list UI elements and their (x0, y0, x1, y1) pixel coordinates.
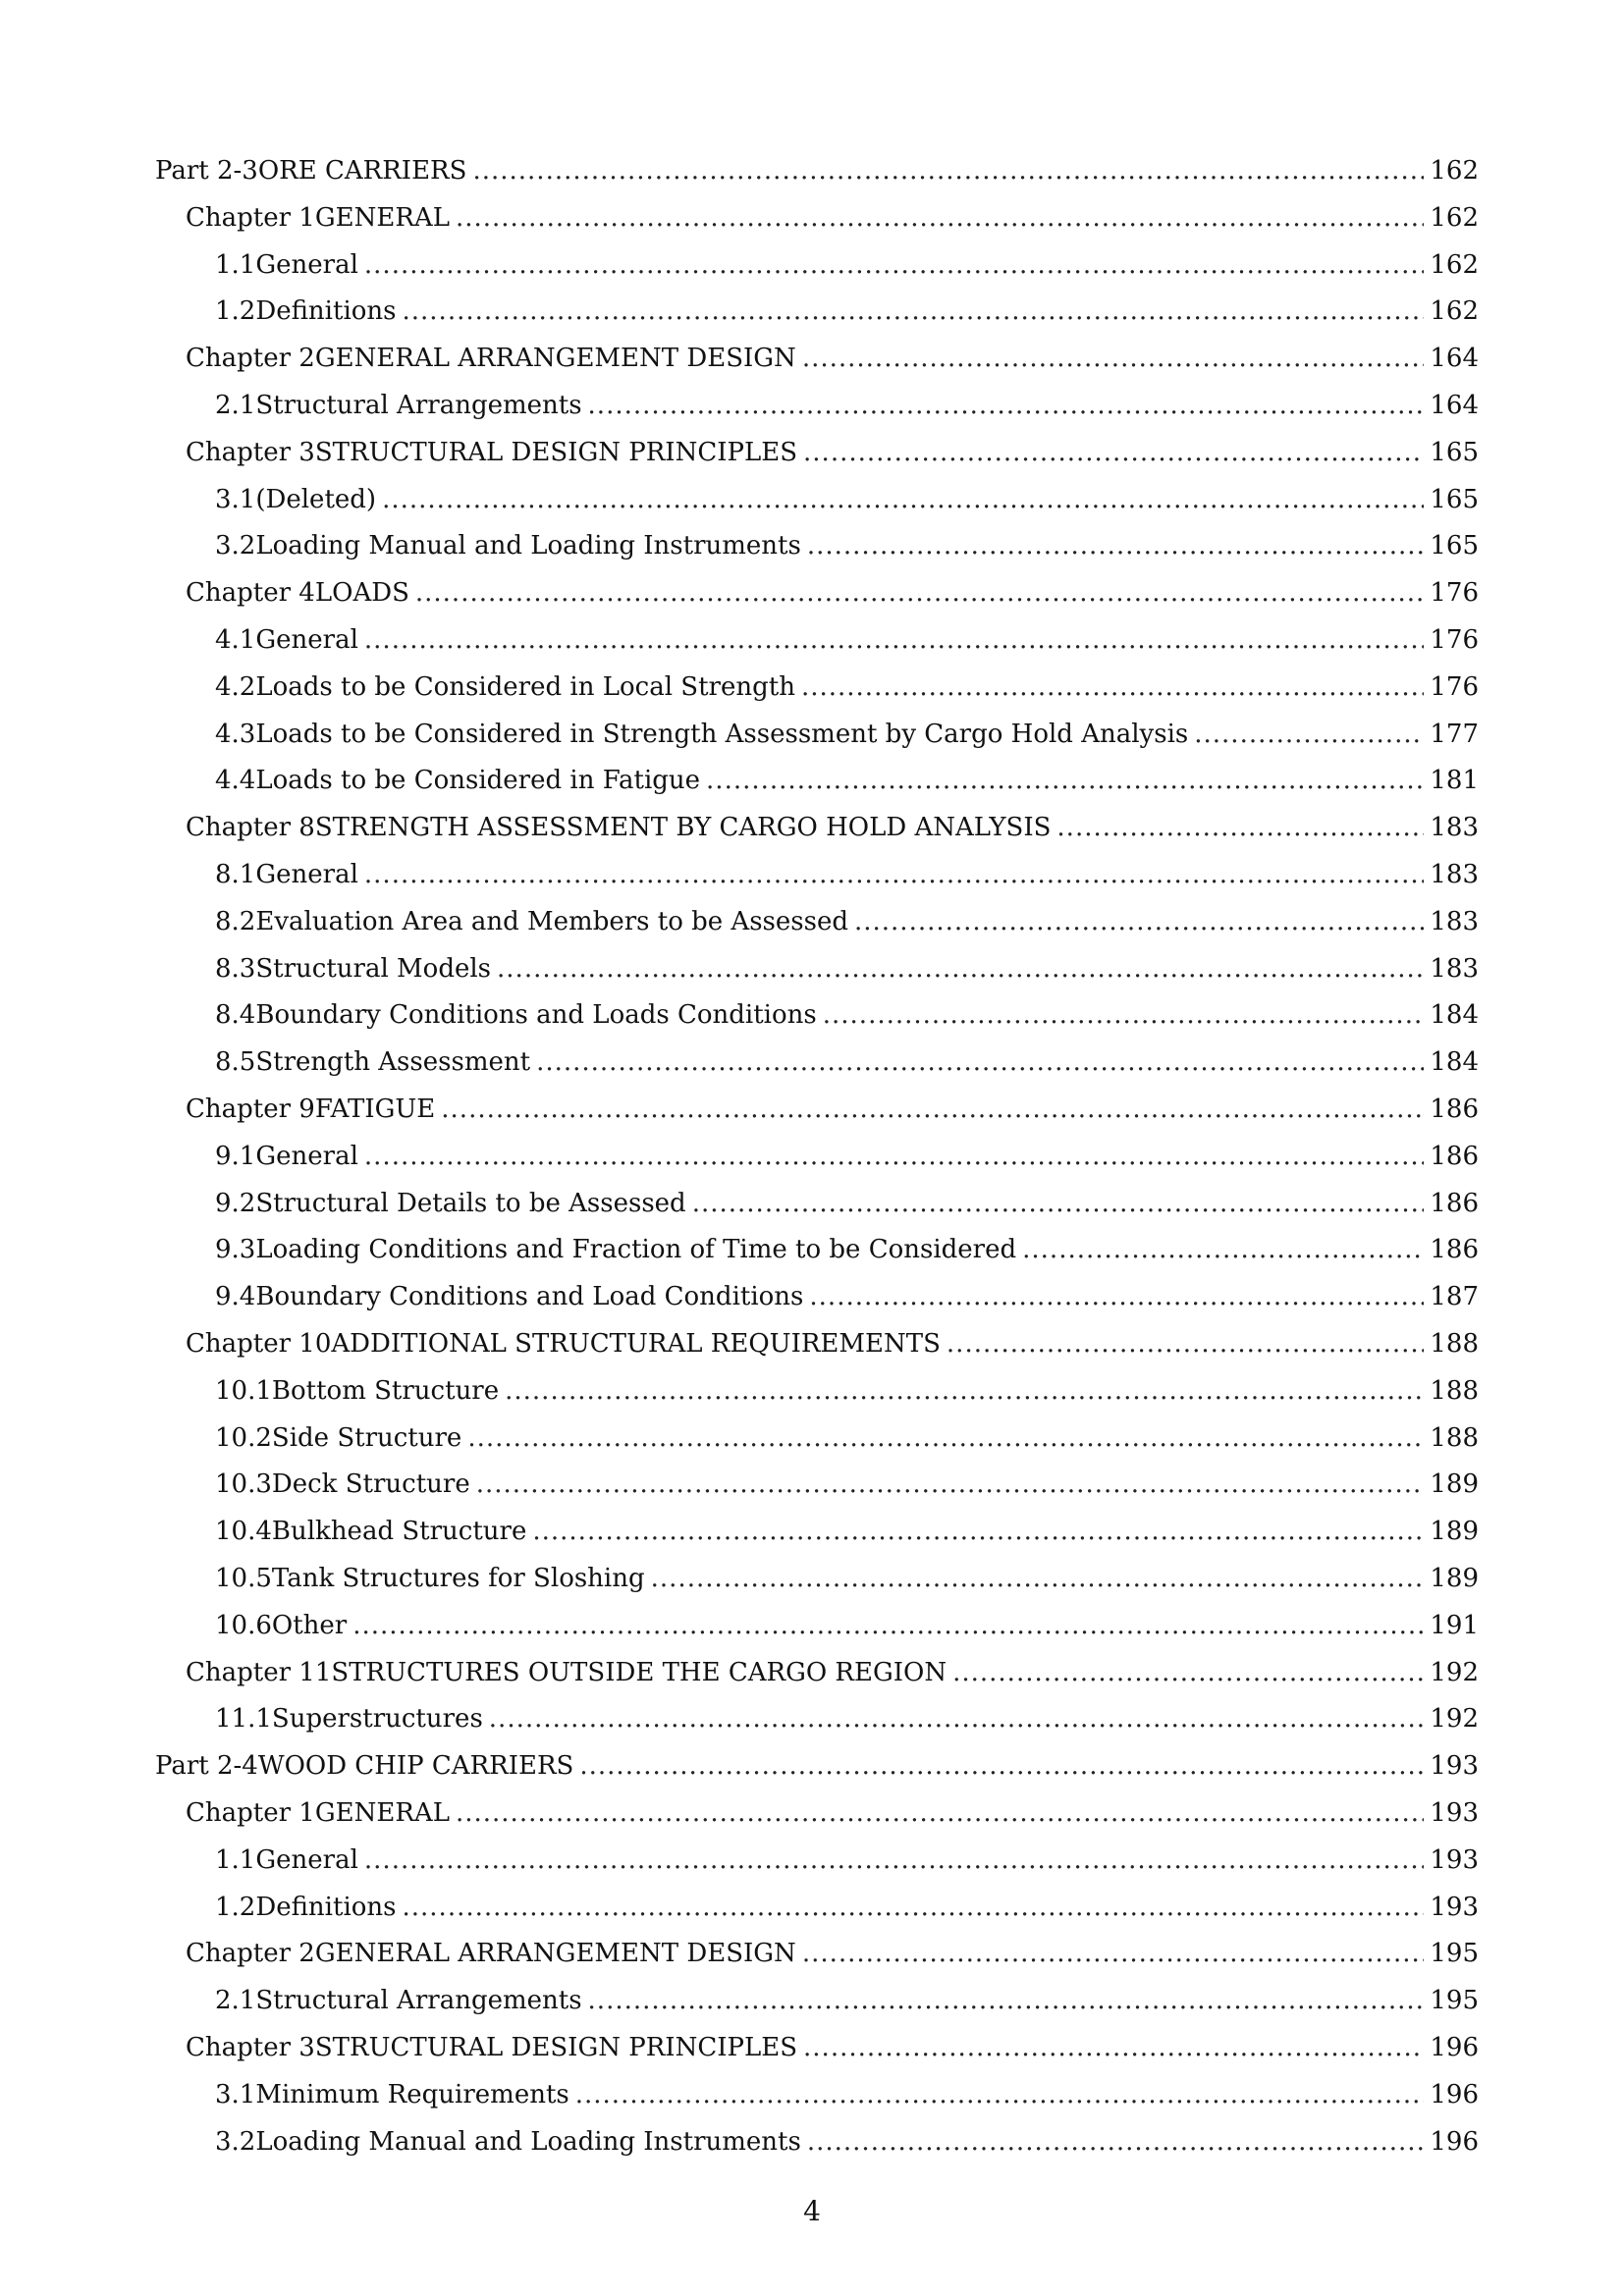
dot-leader (536, 1042, 1424, 1082)
toc-entry-page: 196 (1430, 2079, 1479, 2109)
toc-entry-page: 184 (1430, 1047, 1479, 1078)
toc-entry-title: Bulkhead Structure (271, 1517, 527, 1547)
dot-leader (588, 1981, 1425, 2020)
toc-entry-title: GENERAL (314, 202, 450, 233)
toc-entry-title: STRUCTURAL DESIGN PRINCIPLES (314, 437, 798, 467)
dot-leader (476, 1465, 1425, 1504)
toc-entry-number: 1.2 (215, 296, 256, 327)
toc-entry-title: General (255, 1844, 358, 1875)
toc-entry-page: 189 (1430, 1469, 1479, 1500)
toc-entry-page: 187 (1430, 1282, 1479, 1312)
toc-entry-title: General (255, 625, 358, 655)
toc-entry-chapter[interactable] (186, 1793, 1479, 1833)
toc-entry-title: General (255, 249, 358, 280)
dot-leader (809, 1277, 1424, 1316)
toc-entry-title: Structural Models (255, 953, 492, 984)
toc-entry-section[interactable] (215, 1184, 1479, 1223)
toc-entry-title: FATIGUE (314, 1095, 436, 1124)
toc-entry-number: 8.5 (215, 1047, 256, 1078)
toc-entry-title: STRENGTH ASSESSMENT BY CARGO HOLD ANALYSIS (314, 813, 1052, 843)
toc-entry-part[interactable] (155, 1746, 1479, 1786)
toc-entry-page: 162 (1430, 202, 1479, 233)
dot-leader (364, 245, 1424, 285)
toc-entry-page: 193 (1430, 1798, 1479, 1828)
toc-entry-page: 181 (1430, 766, 1479, 796)
toc-entry-page: 176 (1430, 578, 1479, 609)
toc-entry-number: 4.4 (215, 766, 256, 796)
toc-entry-page: 186 (1430, 1095, 1479, 1124)
toc-entry-number: Part 2-3 (155, 156, 258, 186)
dot-leader (1056, 808, 1424, 847)
toc-entry-section[interactable] (215, 480, 1479, 519)
toc-entry-section[interactable] (215, 1841, 1479, 1880)
dot-leader (1194, 715, 1424, 754)
toc-entry-page: 193 (1430, 1844, 1479, 1875)
toc-entry-title: Side Structure (271, 1422, 462, 1453)
toc-entry-page: 189 (1430, 1564, 1479, 1593)
dot-leader (364, 1137, 1424, 1176)
toc-entry-page: 183 (1430, 860, 1479, 889)
toc-entry-number: 10.2 (215, 1422, 272, 1453)
toc-entry-title: Boundary Conditions and Load Conditions (255, 1282, 804, 1312)
toc-entry-title: Definitions (255, 296, 397, 327)
toc-entry-number: 4.3 (215, 719, 256, 749)
toc-entry-page: 165 (1430, 484, 1479, 514)
dot-leader (415, 573, 1424, 613)
toc-entry-number: 10.3 (215, 1469, 272, 1500)
toc-entry-page: 193 (1430, 1751, 1479, 1782)
toc-entry-title: ORE CARRIERS (257, 156, 467, 186)
dot-leader (364, 620, 1424, 660)
toc-entry-section[interactable] (215, 1559, 1479, 1598)
dot-leader (456, 198, 1424, 238)
toc-entry-section[interactable] (215, 1606, 1479, 1645)
toc-entry-section[interactable] (215, 1888, 1479, 1927)
toc-entry-section[interactable] (215, 386, 1479, 425)
toc-entry-section[interactable] (215, 292, 1479, 331)
toc-entry-page: 176 (1430, 625, 1479, 655)
dot-leader (854, 902, 1424, 941)
toc-entry-number: 4.1 (215, 625, 256, 655)
toc-entry-title: Boundary Conditions and Loads Conditions (255, 1000, 817, 1031)
dot-leader (364, 1841, 1424, 1880)
toc-entry-title: ADDITIONAL STRUCTURAL REQUIREMENTS (331, 1329, 941, 1359)
toc-entry-chapter[interactable] (186, 2028, 1479, 2067)
dot-leader (588, 386, 1425, 425)
toc-entry-page: 188 (1430, 1422, 1479, 1453)
toc-entry-number: Chapter 3 (186, 2033, 315, 2062)
toc-entry-section[interactable] (215, 1981, 1479, 2020)
dot-leader (579, 1746, 1424, 1786)
toc-entry-number: Chapter 4 (186, 578, 315, 609)
toc-entry-chapter[interactable] (186, 1324, 1479, 1363)
toc-entry-section[interactable] (215, 902, 1479, 941)
toc-entry-number: 10.1 (215, 1375, 272, 1406)
toc-entry-page: 192 (1430, 1704, 1479, 1735)
toc-entry-page: 186 (1430, 1235, 1479, 1265)
toc-entry-number: 4.2 (215, 671, 256, 702)
dot-leader (505, 1371, 1424, 1411)
toc-entry-title: Evaluation Area and Members to be Assessed (255, 906, 848, 936)
toc-entry-chapter[interactable] (186, 339, 1479, 378)
toc-entry-title: General (255, 860, 358, 889)
dot-leader (823, 995, 1425, 1035)
toc-entry-number: 9.3 (215, 1235, 256, 1265)
toc-entry-title: LOADS (314, 578, 409, 609)
toc-entry-page: 177 (1430, 719, 1479, 749)
toc-entry-number: 1.2 (215, 1892, 256, 1922)
dot-leader (497, 949, 1424, 988)
toc-entry-page: 184 (1430, 1000, 1479, 1031)
toc-entry-page: 183 (1430, 906, 1479, 936)
toc-entry-chapter[interactable] (186, 573, 1479, 613)
toc-entry-page: 192 (1430, 1657, 1479, 1687)
toc-entry-number: Chapter 1 (186, 202, 315, 233)
dot-leader (803, 2028, 1424, 2067)
toc-entry-number: 8.1 (215, 860, 256, 889)
toc-entry-section[interactable] (215, 1699, 1479, 1738)
toc-entry-number: 1.1 (215, 249, 256, 280)
toc-entry-section[interactable] (215, 949, 1479, 988)
toc-entry-page: 162 (1430, 296, 1479, 327)
toc-entry-title: Loads to be Considered in Strength Assessment by Cargo Hold Analysis (255, 719, 1189, 749)
toc-entry-page: 188 (1430, 1329, 1479, 1359)
toc-entry-section[interactable] (215, 855, 1479, 894)
toc-entry-number: Chapter 10 (186, 1329, 332, 1359)
toc-entry-number: 10.5 (215, 1564, 272, 1593)
toc-entry-number: 2.1 (215, 1986, 256, 2016)
dot-leader (807, 526, 1425, 565)
toc-entry-number: 9.4 (215, 1282, 256, 1312)
toc-entry-number: 9.2 (215, 1188, 256, 1218)
dot-leader (1022, 1230, 1424, 1269)
toc-entry-section[interactable] (215, 2075, 1479, 2114)
toc-entry-section[interactable] (215, 761, 1479, 800)
toc-entry-number: 2.1 (215, 391, 256, 420)
toc-entry-number: 10.6 (215, 1610, 272, 1640)
dot-leader (441, 1090, 1424, 1129)
toc-entry-chapter[interactable] (186, 1934, 1479, 1973)
toc-entry-section[interactable] (215, 1512, 1479, 1551)
dot-leader (802, 1934, 1425, 1973)
toc-entry-number: 8.2 (215, 906, 256, 936)
toc-entry-title: GENERAL ARRANGEMENT DESIGN (314, 344, 796, 374)
dot-leader (807, 2122, 1425, 2162)
toc-entry-title: Structural Details to be Assessed (255, 1188, 686, 1218)
toc-entry-title: Loads to be Considered in Local Strength (255, 671, 795, 702)
toc-entry-chapter[interactable] (186, 433, 1479, 472)
dot-leader (403, 292, 1425, 331)
dot-leader (489, 1699, 1425, 1738)
toc-entry-section[interactable] (215, 2122, 1479, 2162)
toc-entry-title: (Deleted) (255, 484, 377, 514)
toc-entry-number: 11.1 (215, 1704, 272, 1735)
toc-entry-title: Superstructures (271, 1704, 483, 1735)
dot-leader (706, 761, 1424, 800)
toc-entry-title: Bottom Structure (271, 1375, 500, 1406)
dot-leader (532, 1512, 1424, 1551)
toc-entry-title: General (255, 1141, 358, 1171)
toc-entry-section[interactable] (215, 1465, 1479, 1504)
toc-entry-number: 10.4 (215, 1517, 272, 1547)
toc-entry-title: Tank Structures for Sloshing (271, 1564, 645, 1593)
toc-entry-title: Definitions (255, 1892, 397, 1922)
toc-entry-page: 162 (1430, 156, 1479, 186)
toc-entry-page: 193 (1430, 1892, 1479, 1922)
toc-entry-number: Chapter 9 (186, 1095, 315, 1124)
toc-entry-section[interactable] (215, 620, 1479, 660)
toc-entry-section[interactable] (215, 526, 1479, 565)
toc-entry-title: WOOD CHIP CARRIERS (257, 1751, 574, 1782)
toc-entry-title: Structural Arrangements (255, 391, 582, 420)
dot-leader (803, 433, 1424, 472)
toc-entry-page: 165 (1430, 437, 1479, 467)
toc-entry-section[interactable] (215, 667, 1479, 707)
toc-entry-chapter[interactable] (186, 198, 1479, 238)
dot-leader (472, 151, 1424, 190)
toc-entry-page: 196 (1430, 2033, 1479, 2062)
toc-entry-section[interactable] (215, 1042, 1479, 1082)
toc-entry-page: 164 (1430, 344, 1479, 374)
toc-entry-part[interactable] (155, 151, 1479, 190)
toc-entry-page: 183 (1430, 953, 1479, 984)
toc-entry-page: 183 (1430, 813, 1479, 843)
toc-entry-title: Other (271, 1610, 348, 1640)
toc-entry-number: Chapter 1 (186, 1798, 315, 1828)
dot-leader (801, 667, 1424, 707)
toc-entry-page: 191 (1430, 1610, 1479, 1640)
toc-entry-section[interactable] (215, 1371, 1479, 1411)
page-number: 4 (803, 2195, 821, 2227)
toc-entry-title: GENERAL (314, 1798, 450, 1828)
toc-entry-section[interactable] (215, 995, 1479, 1035)
toc-entry-page: 176 (1430, 671, 1479, 702)
toc-entry-title: Loading Manual and Loading Instruments (255, 531, 801, 561)
toc-entry-number: 3.2 (215, 531, 256, 561)
toc-entry-number: 1.1 (215, 1844, 256, 1875)
dot-leader (575, 2075, 1425, 2114)
toc-entry-title: Loading Conditions and Fraction of Time to be Considered (255, 1235, 1017, 1265)
dot-leader (382, 480, 1424, 519)
toc-entry-chapter[interactable] (186, 808, 1479, 847)
toc-entry-number: Chapter 8 (186, 813, 315, 843)
dot-leader (467, 1418, 1424, 1458)
toc-entry-page: 186 (1430, 1188, 1479, 1218)
dot-leader (802, 339, 1425, 378)
toc-entry-number: 8.3 (215, 953, 256, 984)
dot-leader (947, 1324, 1424, 1363)
toc-entry-page: 165 (1430, 531, 1479, 561)
toc-entry-title: Loads to be Considered in Fatigue (255, 766, 701, 796)
toc-entry-number: 8.4 (215, 1000, 256, 1031)
toc-entry-chapter[interactable] (186, 1090, 1479, 1129)
toc-entry-title: Loading Manual and Loading Instruments (255, 2126, 801, 2157)
dot-leader (692, 1184, 1425, 1223)
toc-entry-section[interactable] (215, 1277, 1479, 1316)
toc-entry-number: 3.1 (215, 484, 256, 514)
toc-entry-page: 162 (1430, 249, 1479, 280)
dot-leader (651, 1559, 1425, 1598)
toc-entry-number: Part 2-4 (155, 1751, 258, 1782)
toc-entry-title: STRUCTURAL DESIGN PRINCIPLES (314, 2033, 798, 2062)
toc-entry-section[interactable] (215, 245, 1479, 285)
toc-entry-title: GENERAL ARRANGEMENT DESIGN (314, 1939, 796, 1969)
toc-entry-page: 189 (1430, 1517, 1479, 1547)
toc-entry-number: 3.2 (215, 2126, 256, 2157)
toc-entry-page: 195 (1430, 1939, 1479, 1969)
toc-entry-number: Chapter 3 (186, 437, 315, 467)
dot-leader (364, 855, 1424, 894)
dot-leader (403, 1888, 1425, 1927)
toc-entry-title: Strength Assessment (255, 1047, 531, 1078)
toc-entry-section[interactable] (215, 715, 1479, 754)
toc-entry-chapter[interactable] (186, 1653, 1479, 1692)
toc-entry-page: 188 (1430, 1375, 1479, 1406)
toc-entry-page: 196 (1430, 2126, 1479, 2157)
toc-entry-title: Minimum Requirements (255, 2079, 569, 2109)
dot-leader (352, 1606, 1424, 1645)
toc-entry-page: 195 (1430, 1986, 1479, 2016)
toc-entry-number: 9.1 (215, 1141, 256, 1171)
toc-entry-page: 186 (1430, 1141, 1479, 1171)
toc-entry-number: Chapter 2 (186, 1939, 315, 1969)
toc-entry-section[interactable] (215, 1418, 1479, 1458)
toc-entry-section[interactable] (215, 1230, 1479, 1269)
dot-leader (456, 1793, 1424, 1833)
dot-leader (952, 1653, 1424, 1692)
toc-entry-section[interactable] (215, 1137, 1479, 1176)
toc-entry-page: 164 (1430, 391, 1479, 420)
toc-entry-number: Chapter 2 (186, 344, 315, 374)
toc-entry-number: 3.1 (215, 2079, 256, 2109)
toc-entry-number: Chapter 11 (186, 1657, 332, 1687)
toc-entry-title: Deck Structure (271, 1469, 470, 1500)
toc-entry-title: STRUCTURES OUTSIDE THE CARGO REGION (331, 1657, 947, 1687)
toc-entry-title: Structural Arrangements (255, 1986, 582, 2016)
